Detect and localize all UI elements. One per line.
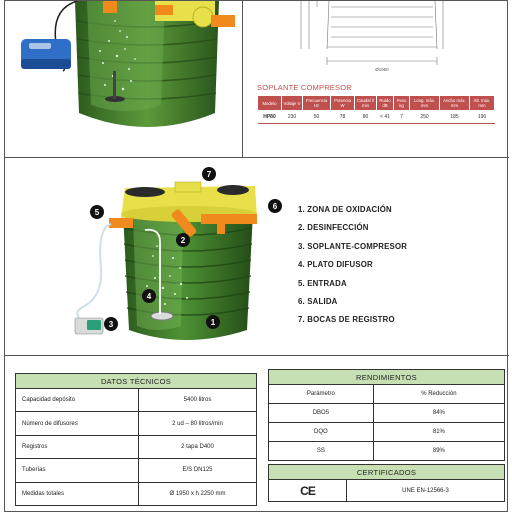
blower-cell: 78: [331, 111, 355, 124]
table-row: [269, 480, 505, 502]
section-divider: [5, 355, 509, 356]
performance-value: 81%: [373, 423, 504, 442]
blower-spec-table: [257, 95, 495, 124]
component-legend: [298, 205, 407, 334]
blower-title: SOPLANTE COMPRESOR: [257, 83, 352, 92]
blower-col-header: Long. máx. mm: [410, 96, 440, 111]
table-row: [269, 404, 505, 423]
blower-cell: 185: [440, 111, 470, 124]
legend-item: 3. SOPLANTE-COMPRESOR: [298, 241, 408, 251]
blower-col-header: Ancho máx. mm: [440, 96, 470, 111]
tank-photo-illustration: [5, 1, 243, 157]
blower-cell: 196: [470, 111, 495, 124]
marker-6: 6: [272, 202, 278, 211]
blower-cell: HP80: [258, 111, 282, 124]
tech-value: 2 ud – 80 litros/min: [139, 412, 257, 435]
legend-item: 2. DESINFECCIÓN: [298, 223, 369, 233]
blower-col-header: Frecuencia Hz: [303, 96, 331, 111]
blower-cell: < 41: [377, 111, 394, 124]
tech-label: Medidas totales: [16, 482, 139, 505]
blower-spec-row: [258, 111, 495, 124]
marker-2: 2: [180, 236, 186, 245]
performance-table: [268, 369, 505, 461]
performance-value: 89%: [373, 442, 504, 461]
blower-col-header: Peso kg: [394, 96, 410, 111]
blower-col-header: Ruido dB: [377, 96, 394, 111]
technical-data-title: DATOS TÉCNICOS: [16, 374, 257, 389]
blower-col-header: Potencia W: [331, 96, 355, 111]
legend-item: 6. SALIDA: [298, 296, 338, 306]
legend-item: 7. BOCAS DE REGISTRO: [298, 315, 395, 325]
performance-title: RENDIMIENTOS: [269, 370, 505, 385]
marker-3: 3: [108, 320, 114, 329]
performance-col-param: Parámetro: [269, 385, 374, 404]
drawing-width-dimension: Ø1950: [375, 67, 389, 72]
blower-cell: 230: [282, 111, 303, 124]
technical-data-table: [15, 373, 257, 506]
blower-col-header: Modelo: [258, 96, 282, 111]
blower-col-header: Caudal l/ min: [355, 96, 377, 111]
marker-1: 1: [210, 318, 216, 327]
performance-param: SS: [269, 442, 374, 461]
tank-labelled-illustration: [5, 158, 295, 354]
tech-label: Registros: [16, 435, 139, 458]
certificate-standard: UNE EN-12566-3: [347, 480, 505, 502]
tank-cutaway-photo: [5, 1, 243, 157]
blower-col-header: Alt. máx. mm: [470, 96, 495, 111]
tech-value: Ø 1950 x h 2250 mm: [139, 482, 257, 505]
blower-cell: 7: [394, 111, 410, 124]
tech-label: Tuberías: [16, 459, 139, 482]
tech-label: Capacidad depósito: [16, 389, 139, 412]
certificates-title: CERTIFICADOS: [269, 465, 505, 480]
blower-cell: 250: [410, 111, 440, 124]
marker-7: 7: [206, 170, 212, 179]
tech-value: E/S DN125: [139, 459, 257, 482]
blower-cell: 80: [355, 111, 377, 124]
blower-spec-header-row: [258, 96, 495, 111]
table-row: [269, 423, 505, 442]
marker-5: 5: [94, 208, 100, 217]
table-row: [269, 442, 505, 461]
tank-technical-drawing: [243, 1, 509, 81]
tech-value: 2 tapa D400: [139, 435, 257, 458]
blower-spec-panel: [243, 1, 509, 157]
legend-item: 4. PLATO DIFUSOR: [298, 260, 373, 270]
marker-4: 4: [146, 292, 152, 301]
table-row: [16, 412, 257, 435]
table-row: [269, 385, 505, 404]
table-row: [16, 435, 257, 458]
ce-mark-icon: CE: [300, 483, 315, 498]
performance-col-reduction: % Reducción: [373, 385, 504, 404]
legend-item: 5. ENTRADA: [298, 278, 347, 288]
performance-param: DBO5: [269, 404, 374, 423]
product-sheet: [4, 0, 508, 512]
tech-value: 5400 litros: [139, 389, 257, 412]
blower-col-header: Voltaje V: [282, 96, 303, 111]
certificates-table: [268, 464, 505, 502]
table-row: [16, 389, 257, 412]
tech-label: Número de difusores: [16, 412, 139, 435]
performance-value: 84%: [373, 404, 504, 423]
table-row: [16, 482, 257, 505]
table-row: [16, 459, 257, 482]
performance-param: DQO: [269, 423, 374, 442]
blower-cell: 50: [303, 111, 331, 124]
legend-item: 1. ZONA DE OXIDACIÓN: [298, 205, 392, 214]
